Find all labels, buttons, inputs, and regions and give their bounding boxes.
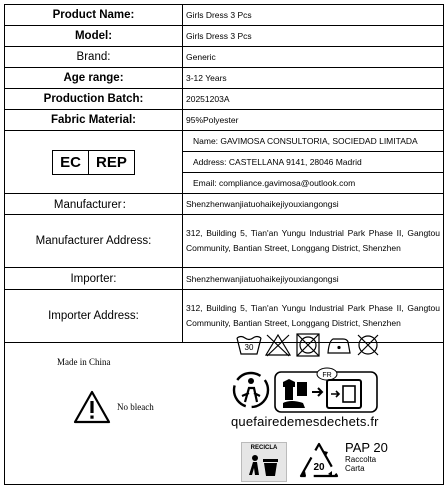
importer-label: Importer: (5, 268, 183, 290)
wash-temp: 30 (244, 343, 254, 352)
importer-value: Shenzhenwanjiatuohaikejiyouxiangongsi (183, 268, 444, 290)
no-bleach-text: No bleach (117, 402, 154, 412)
table-row (5, 26, 444, 47)
iron-low-icon (328, 339, 350, 353)
ec-badge-text: EC (60, 153, 81, 171)
manufacturer-address-value: 312, Building 5, Tian'an Yungu Industrial Park Phase II, Gangtou Community, Bantian Street, Longgang District, Shenzhen (183, 215, 444, 268)
ec-rep-badge-cell (5, 131, 183, 194)
row-label: Brand: (5, 47, 183, 68)
no-bleach-icon (266, 335, 290, 356)
table-row (5, 268, 444, 290)
table-row (5, 215, 444, 268)
product-info-table (4, 4, 444, 343)
row-label: Model: (5, 26, 183, 47)
no-tumble-dry-icon (297, 334, 319, 356)
ec-rep-row (5, 131, 444, 194)
ec-rep-name: Name: GAVIMOSA CONSULTORIA, SOCIEDAD LIMITADA (183, 131, 443, 152)
table-row (5, 89, 444, 110)
row-value: Generic (183, 47, 444, 68)
manufacturer-address-label: Manufacturer Address: (5, 215, 183, 268)
row-label: Production Batch: (5, 89, 183, 110)
row-label: Fabric Material: (5, 110, 183, 131)
recycle-bin-icon (247, 453, 281, 477)
recycle-number: 20 (313, 462, 325, 473)
warning-icon (73, 390, 111, 424)
pap-code: PAP 20 (345, 440, 388, 455)
row-label: Product Name: (5, 5, 183, 26)
triman-icon (231, 366, 381, 414)
care-symbols-row (235, 332, 383, 358)
row-value: Girls Dress 3 Pcs (183, 26, 444, 47)
table-row (5, 110, 444, 131)
row-value: 95%Polyester (183, 110, 444, 131)
table-row (5, 194, 444, 215)
table-row (5, 47, 444, 68)
wash-30-icon (237, 337, 261, 355)
triman-badge: FR (322, 372, 332, 379)
importer-address-label: Importer Address: (5, 290, 183, 343)
recycla-label-box (241, 442, 287, 482)
table-row (5, 68, 444, 89)
pap-raccolta: Raccolta (345, 455, 377, 464)
pap-carta: Carta (345, 464, 365, 473)
manufacturer-value: Shenzhenwanjiatuohaikejiyouxiangongsi (183, 194, 444, 215)
ec-rep-details (183, 131, 444, 194)
row-value: Girls Dress 3 Pcs (183, 5, 444, 26)
ec-rep-email: Email: compliance.gavimosa@outlook.com (193, 178, 356, 188)
importer-address-value: 312, Building 5, Tian'an Yungu Industrial Park Phase II, Gangtou Community, Bantian Street, Longgang District, Shenzhen (183, 290, 444, 343)
recycla-label: RECICLA (250, 445, 278, 451)
row-label: Age range: (5, 68, 183, 89)
manufacturer-label: Manufacturer： (5, 194, 183, 215)
recycle-triangle-icon (297, 440, 341, 482)
no-dry-clean-icon (358, 335, 378, 355)
symbols-panel (4, 324, 444, 485)
table-row (5, 5, 444, 26)
row-value: 3-12 Years (183, 68, 444, 89)
rep-badge-text: REP (88, 151, 134, 174)
pap-block (345, 440, 388, 473)
triman-url: quefairedemesdechets.fr (231, 414, 379, 429)
made-in-text: Made in China (57, 357, 111, 367)
row-value: 20251203A (183, 89, 444, 110)
ec-rep-address: Address: CASTELLANA 9141, 28046 Madrid (183, 152, 443, 173)
ec-rep-badge (52, 150, 135, 175)
